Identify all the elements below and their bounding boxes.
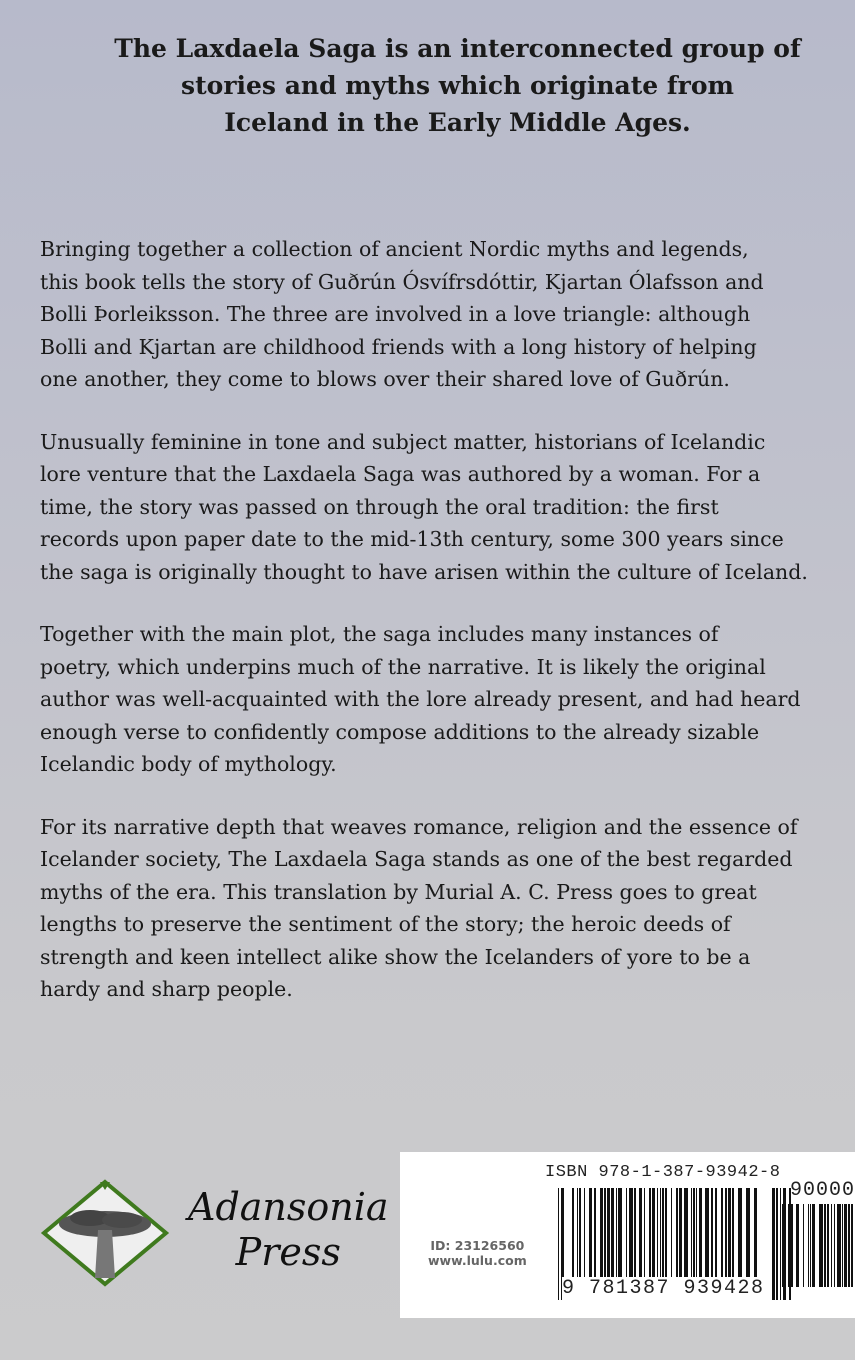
text-line: hardy and sharp people. <box>40 977 293 1001</box>
barcode-bar <box>684 1188 688 1287</box>
barcode-bar <box>577 1188 578 1287</box>
barcode-bar <box>604 1188 606 1287</box>
text-line: author was well-acquainted with the lore already present, and had heard <box>40 687 801 711</box>
text-line: enough verse to confidently compose additions to the already sizable <box>40 719 760 744</box>
site-text: www.lulu.com <box>428 1253 527 1268</box>
barcode-bar <box>679 1188 682 1287</box>
barcode-bar <box>705 1188 709 1287</box>
heading-line: stories and myths which originate from <box>181 71 734 100</box>
text-line: Icelander society, The Laxdaela Saga stands as one of the best regarded <box>40 847 793 871</box>
paragraph <box>40 426 855 589</box>
barcode-bar <box>662 1188 664 1287</box>
barcode-bar <box>803 1204 804 1287</box>
barcode-bar <box>676 1188 678 1287</box>
barcode-bar <box>711 1188 713 1287</box>
barcode-bar <box>721 1188 723 1287</box>
barcode-bar <box>725 1188 727 1287</box>
blurb-body <box>40 233 855 1036</box>
barcode-bar <box>572 1188 574 1287</box>
barcode-digits: 9 781387 939428 <box>562 1277 765 1300</box>
barcode-bar <box>594 1188 596 1287</box>
barcode-bar <box>782 1204 786 1287</box>
publisher-line2: Press <box>235 1230 341 1274</box>
barcode-bar <box>812 1204 815 1287</box>
text-line: the saga is originally thought to have arisen within the culture of Iceland. <box>40 559 808 584</box>
text-line: lengths to preserve the sentiment of the story; the heroic deeds of <box>40 912 731 936</box>
barcode-bar <box>754 1188 757 1287</box>
paragraph <box>40 618 855 781</box>
barcode-bar <box>842 1204 843 1287</box>
text-line: Bringing together a collection of ancient Nordic myths and legends, <box>40 237 749 261</box>
paragraph <box>40 811 855 1006</box>
barcode-bar <box>780 1188 781 1300</box>
barcode-bar <box>848 1204 850 1287</box>
barcode-bar <box>699 1188 702 1287</box>
barcode-bar <box>834 1204 835 1287</box>
barcode-bar <box>790 1204 793 1287</box>
heading-line: Iceland in the Early Middle Ages. <box>224 108 691 137</box>
text-line: one another, they come to blows over their shared love of Guðrún. <box>40 367 730 391</box>
barcode-bar <box>728 1188 731 1287</box>
barcode-bar <box>634 1188 636 1287</box>
barcode-bar <box>611 1188 614 1287</box>
blurb-heading <box>0 30 855 141</box>
barcode-bar <box>746 1188 750 1287</box>
printer-id <box>428 1238 527 1268</box>
text-line: this book tells the story of Guðrún Ósvífrsdóttir, Kjartan Ólafsson and <box>40 269 764 294</box>
baobab-tree-diamond-icon <box>40 1178 170 1288</box>
barcode-bar <box>796 1204 799 1287</box>
barcode-bar <box>738 1188 742 1287</box>
text-line: lore venture that the Laxdaela Saga was authored by a woman. For a <box>40 462 761 486</box>
barcode-bar <box>584 1188 585 1287</box>
barcode-bar <box>579 1188 581 1287</box>
barcode-bar <box>819 1204 823 1287</box>
barcode-bar <box>696 1188 697 1287</box>
barcode-bar <box>657 1188 658 1287</box>
barcode-bar <box>732 1188 734 1287</box>
barcode-bar <box>844 1204 847 1287</box>
barcode-bar <box>626 1188 627 1287</box>
id-text: ID: 23126560 <box>430 1238 525 1253</box>
barcode-bar <box>777 1204 778 1287</box>
barcode-bar <box>772 1204 775 1287</box>
barcode-bar <box>824 1204 826 1287</box>
text-line: time, the story was passed on through the oral tradition: the first <box>40 494 719 519</box>
text-line: Bolli and Kjartan are childhood friends with a long history of helping <box>40 334 757 359</box>
barcode-bar <box>644 1188 645 1287</box>
publisher-name <box>188 1185 389 1275</box>
barcode-bar <box>837 1204 841 1287</box>
barcode-bar <box>671 1188 672 1287</box>
text-line: records upon paper date to the mid-13th century, some 300 years since <box>40 527 784 551</box>
barcode-bar <box>600 1188 603 1287</box>
barcode-bar <box>693 1188 695 1287</box>
barcode-bar <box>810 1204 811 1287</box>
paragraph <box>40 233 855 396</box>
barcode-bar <box>827 1204 829 1287</box>
text-line: poetry, which underpins much of the narrative. It is likely the original <box>40 654 766 679</box>
text-line: strength and keen intellect alike show the Icelanders of yore to be a <box>40 944 751 969</box>
text-line: Icelandic body of mythology. <box>40 752 337 776</box>
barcode-bar <box>691 1188 692 1287</box>
heading-line: The Laxdaela Saga is an interconnected group of <box>114 34 801 63</box>
text-line: Unusually feminine in tone and subject matter, historians of Icelandic <box>40 429 766 454</box>
barcode-bar <box>831 1204 832 1287</box>
price-code: 90000 <box>790 1179 855 1202</box>
barcode-bar <box>851 1204 853 1287</box>
isbn-text: ISBN 978-1-387-93942-8 <box>545 1163 781 1182</box>
barcode-bar <box>558 1188 559 1300</box>
publisher-line1: Adansonia <box>188 1185 389 1229</box>
barcode-bar <box>607 1188 610 1287</box>
barcode-bar <box>629 1188 633 1287</box>
text-line: myths of the era. This translation by Murial A. C. Press goes to great <box>40 879 757 904</box>
barcode-bar <box>618 1188 622 1287</box>
text-line: Bolli Þorleiksson. The three are involved in a love triangle: although <box>40 302 751 326</box>
text-line: Together with the main plot, the saga includes many instances of <box>40 622 719 646</box>
text-line: For its narrative depth that weaves romance, religion and the essence of <box>40 814 798 839</box>
barcode-box <box>400 1152 855 1318</box>
barcode-bar <box>649 1188 651 1287</box>
barcode-bar <box>589 1188 592 1287</box>
barcode-bar <box>788 1204 789 1287</box>
barcode-bar <box>639 1188 642 1287</box>
barcode-bar <box>808 1204 809 1287</box>
barcode-bar <box>715 1188 717 1287</box>
barcode-bar <box>616 1188 617 1287</box>
barcode-bar <box>652 1188 655 1287</box>
